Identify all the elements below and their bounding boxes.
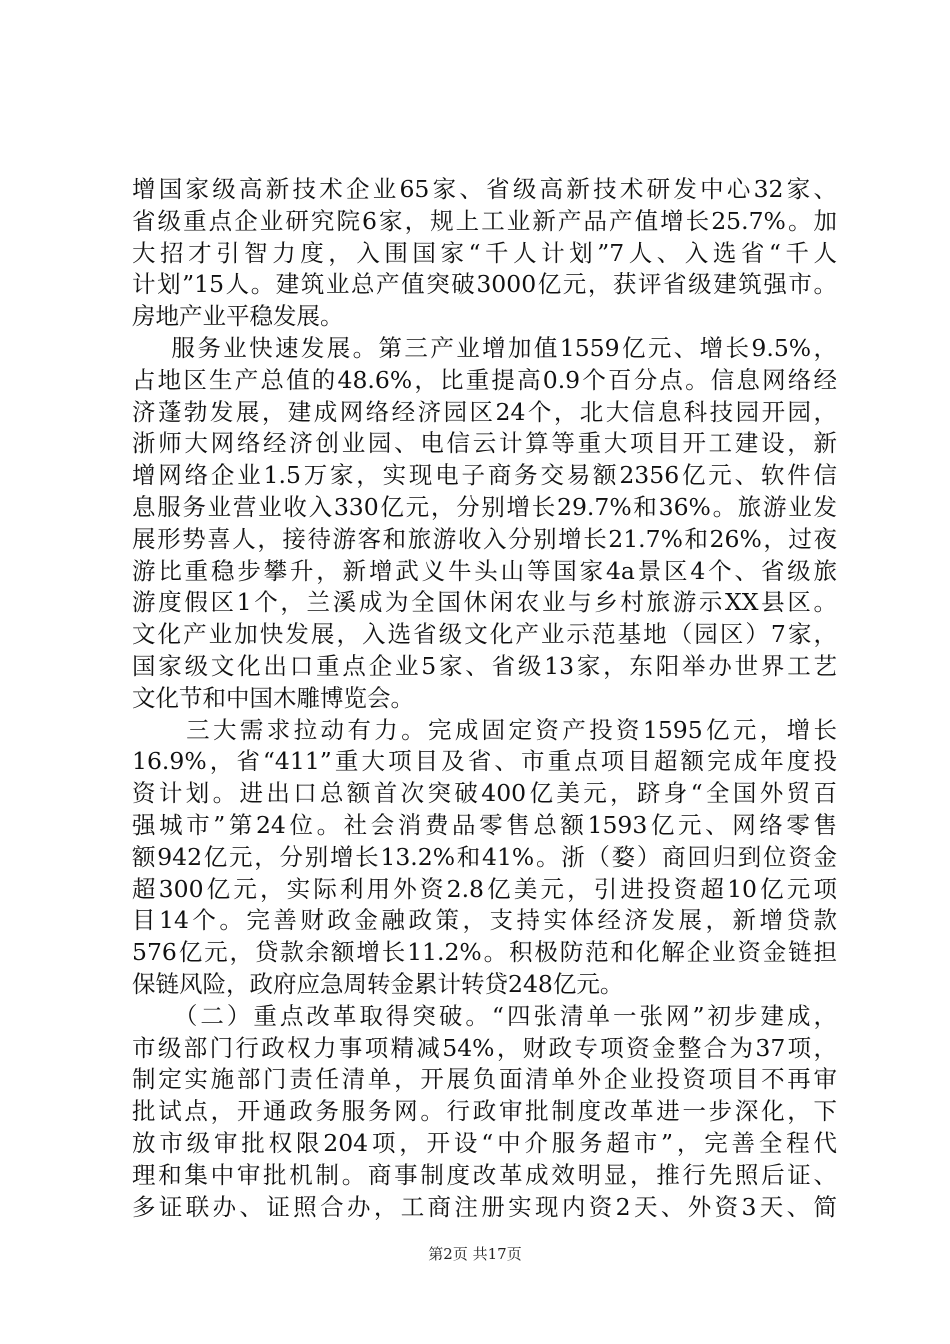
- text-line: 资计划。进出口总额首次突破400亿美元，跻身“全国外贸百: [132, 779, 837, 808]
- text-line: 服务业快速发展。第三产业增加值1559亿元、增长9.5%，: [132, 333, 837, 362]
- text-line: 济蓬勃发展，建成网络经济园区24个，北大信息科技园开园，: [132, 397, 837, 426]
- text-line: 三大需求拉动有力。完成固定资产投资1595亿元，增长: [132, 715, 837, 744]
- text-line: 16.9%，省“411”重大项目及省、市重点项目超额完成年度投: [132, 747, 837, 776]
- text-line: 保链风险，政府应急周转金累计转贷248亿元。: [132, 969, 624, 998]
- text-line: 展形势喜人，接待游客和旅游收入分别增长21.7%和26%，过夜: [132, 524, 837, 553]
- text-line: 强城市”第24位。社会消费品零售总额1593亿元、网络零售: [132, 810, 837, 839]
- text-line: 批试点，开通政务服务网。行政审批制度改革进一步深化，下: [132, 1097, 837, 1126]
- text-line: 理和集中审批机制。商事制度改革成效明显，推行先照后证、: [132, 1160, 837, 1189]
- text-line: 制定实施部门责任清单，开展负面清单外企业投资项目不再审: [132, 1065, 837, 1094]
- text-line: 超300亿元，实际利用外资2.8亿美元，引进投资超10亿元项: [132, 874, 837, 903]
- text-line: 市级部门行政权力事项精减54%，财政专项资金整合为37项，: [132, 1033, 837, 1062]
- text-line: 游度假区1个，兰溪成为全国休闲农业与乡村旅游示XX县区。: [132, 588, 837, 617]
- text-line: 计划”15人。建筑业总产值突破3000亿元，获评省级建筑强市。: [132, 270, 837, 299]
- text-line: 占地区生产总值的48.6%，比重提高0.9个百分点。信息网络经: [132, 365, 837, 394]
- text-line: 浙师大网络经济创业园、电信云计算等重大项目开工建设，新: [132, 429, 837, 458]
- text-line: 多证联办、证照合办，工商注册实现内资2天、外资3天、简: [132, 1192, 837, 1221]
- text-line: 游比重稳步攀升，新增武义牛头山等国家4a景区4个、省级旅: [132, 556, 837, 585]
- page-number-footer: 第2页 共17页: [428, 1245, 522, 1263]
- text-line: 文化产业加快发展，入选省级文化产业示范基地（园区）7家，: [132, 620, 837, 649]
- text-line: 省级重点企业研究院6家，规上工业新产品产值增长25.7%。加: [132, 206, 837, 235]
- text-line: 放市级审批权限204项，开设“中介服务超市”，完善全程代: [132, 1128, 837, 1157]
- text-line: 国家级文化出口重点企业5家、省级13家，东阳举办世界工艺: [132, 651, 837, 680]
- text-line: 房地产业平稳发展。: [132, 302, 344, 331]
- text-line: 息服务业营业收入330亿元，分别增长29.7%和36%。旅游业发: [132, 492, 837, 521]
- text-line: （二）重点改革取得突破。“四张清单一张网”初步建成，: [132, 1001, 837, 1030]
- text-line: 增网络企业1.5万家，实现电子商务交易额2356亿元、软件信: [132, 461, 837, 490]
- text-line: 额942亿元，分别增长13.2%和41%。浙（婺）商回归到位资金: [132, 842, 837, 871]
- text-line: 目14个。完善财政金融政策，支持实体经济发展，新增贷款: [132, 906, 837, 935]
- text-line: 大招才引智力度，入围国家“千人计划”7人、入选省“千人: [132, 238, 837, 267]
- text-line: 576亿元，贷款余额增长11.2%。积极防范和化解企业资金链担: [132, 938, 837, 967]
- text-line: 增国家级高新技术企业65家、省级高新技术研发中心32家、: [132, 175, 837, 203]
- body-text: [132, 174, 837, 1223]
- text-line: 文化节和中国木雕博览会。: [132, 683, 414, 712]
